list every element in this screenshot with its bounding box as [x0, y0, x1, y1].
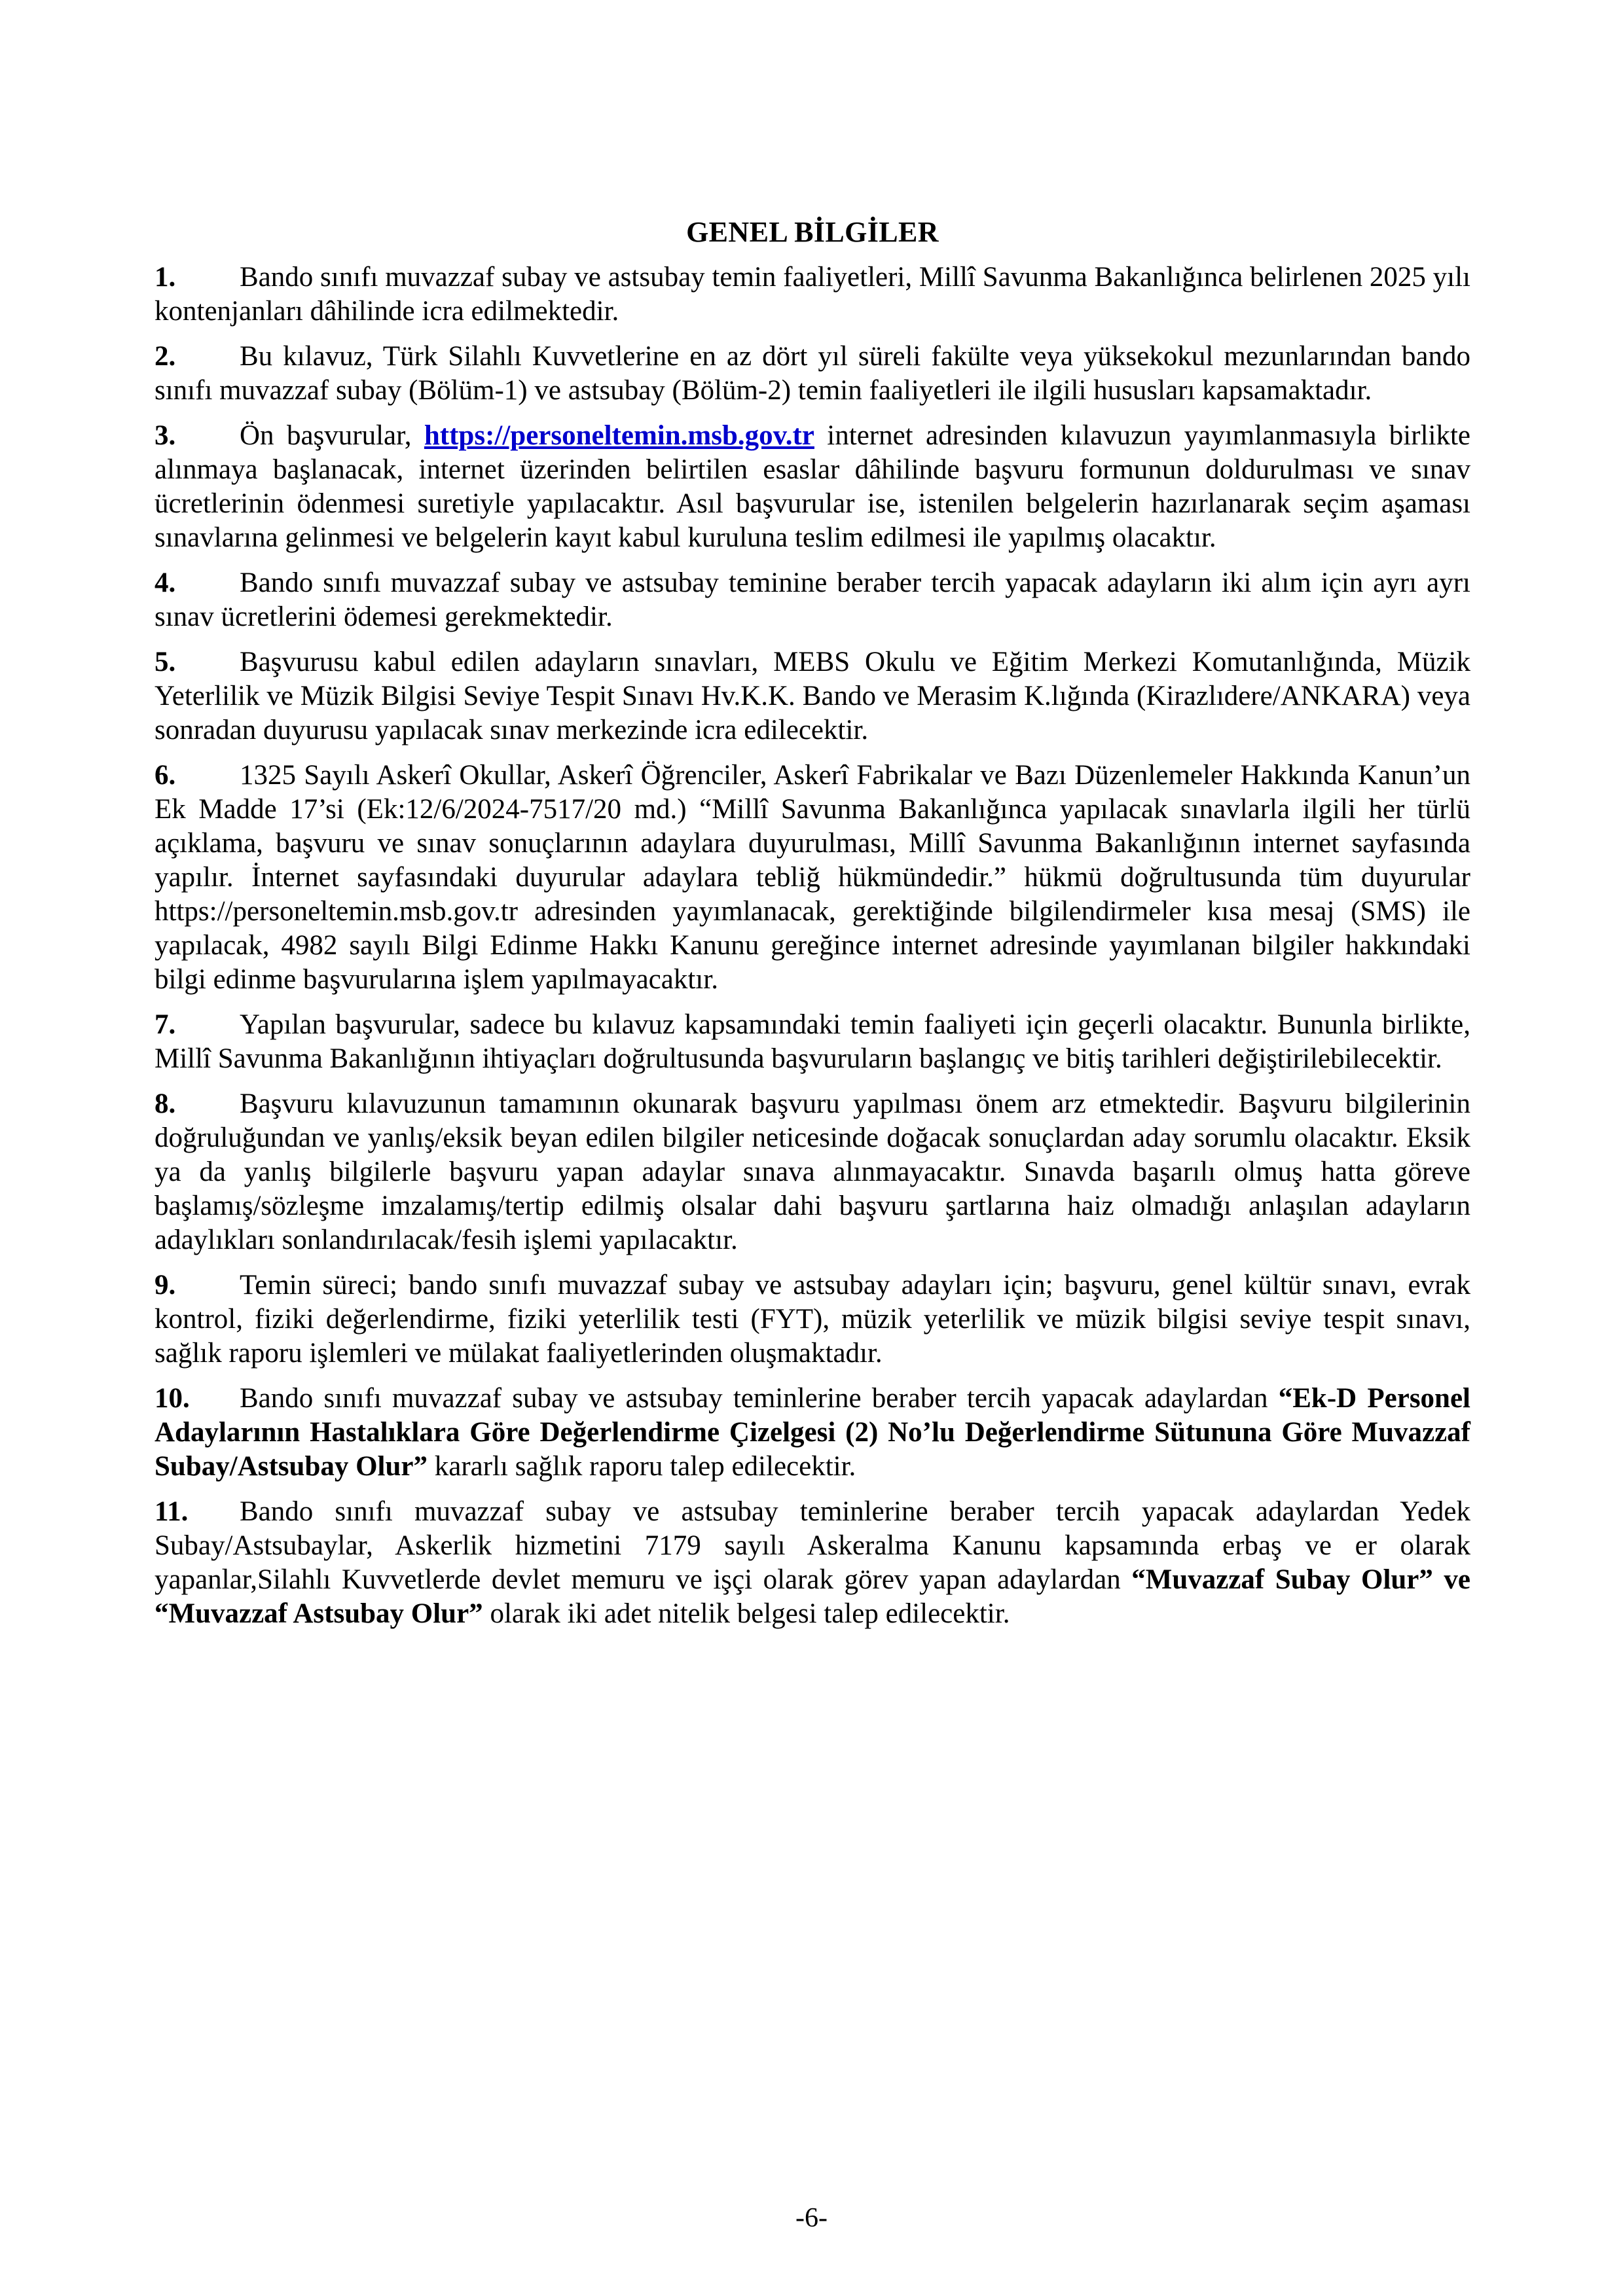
body-text: Bando sınıfı muvazzaf subay ve astsubay temin faaliyetleri, Millî Savunma Bakanlığınca belirlenen 2025 yılı kontenjanları dâhilinde icra edilmektedir.: [155, 262, 1470, 327]
paragraph-9: [155, 1268, 1470, 1371]
paragraph-list: [155, 260, 1470, 1631]
emphasis-text: “Muvazzaf Subay Olur” ve “Muvazzaf Astsubay Olur”: [155, 1564, 1470, 1630]
body-text: Bando sınıfı muvazzaf subay ve astsubay teminlerine beraber tercih yapacak adaylardan: [240, 1383, 1279, 1414]
body-text: Bando sınıfı muvazzaf subay ve astsubay teminine beraber tercih yapacak adayların iki alım için ayrı ayrı sınav ücretlerini ödemesi gerekmektedir.: [155, 567, 1470, 633]
paragraph-11: [155, 1495, 1470, 1631]
paragraph-7: [155, 1008, 1470, 1076]
body-text: Bu kılavuz, Türk Silahlı Kuvvetlerine en az dört yıl süreli fakülte veya yüksekokul mezunlarından bando sınıfı muvazzaf subay (Bölüm-1) ve astsubay (Bölüm-2) temin faaliyetleri ile ilgili hususları kapsamaktadır.: [155, 341, 1470, 406]
paragraph-number: 9.: [155, 1270, 176, 1301]
body-text: Başvurusu kabul edilen adayların sınavları, MEBS Okulu ve Eğitim Merkezi Komutanlığında, Müzik Yeterlilik ve Müzik Bilgisi Seviye Tespit Sınavı Hv.K.K. Bando ve Merasim K.lığında (Kirazlıdere/ANKARA) veya sonradan duyurusu yapılacak sınav merkezinde icra edilecektir.: [155, 647, 1470, 746]
paragraph-number: 6.: [155, 760, 176, 791]
body-text: Ön başvurular,: [240, 420, 424, 452]
paragraph-number: 7.: [155, 1009, 176, 1041]
paragraph-number: 3.: [155, 420, 176, 452]
paragraph-2: [155, 340, 1470, 408]
page-number-footer: -6-: [795, 2203, 828, 2233]
page-title: GENEL BİLGİLER: [686, 216, 939, 248]
body-text: 1325 Sayılı Askerî Okullar, Askerî Öğrenciler, Askerî Fabrikalar ve Bazı Düzenlemeler Hakkında Kanun’un Ek Madde 17’si (Ek:12/6/2024-7517/20 md.) “Millî Savunma Bakanlığınca yapılacak sınavlarla ilgili her türlü açıklama, başvuru ve sınav sonuçlarının adaylara duyurulması, Millî Savunma Bakanlığının internet sayfasında yapılır. İnternet sayfasındaki duyurular adaylara tebliğ hükmündedir.” hükmü doğrultusunda tüm duyurular https://personeltemin.msb.gov.tr adresinden yayımlanacak, gerektiğinde bilgilendirmeler kısa mesaj (SMS) ile yapılacak, 4982 sayılı Bilgi Edinme Hakkı Kanunu gereğince internet adresinde yayımlanan bilgiler hakkındaki bilgi edinme başvurularına işlem yapılmayacaktır.: [155, 760, 1470, 996]
body-text: kararlı sağlık raporu talep edilecektir.: [428, 1451, 856, 1482]
paragraph-number: 1.: [155, 262, 176, 293]
external-link[interactable]: https://personeltemin.msb.gov.tr: [424, 420, 814, 452]
body-text: Yapılan başvurular, sadece bu kılavuz kapsamındaki temin faaliyeti için geçerli olacaktır. Bununla birlikte, Millî Savunma Bakanlığının ihtiyaçları doğrultusunda başvuruların başlangıç ve bitiş tarihleri değiştirilebilecektir.: [155, 1009, 1470, 1075]
document-body: [155, 216, 1470, 1631]
paragraph-10: [155, 1382, 1470, 1484]
body-text: internet adresinden kılavuzun yayımlanmasıyla birlikte alınmaya başlanacak, internet üzerinden belirtilen esaslar dâhilinde başvuru formunun doldurulması ve sınav ücretlerinin ödenmesi suretiyle yapılacaktır. Asıl başvurular ise, istenilen belgelerin hazırlanarak seçim aşaması sınavlarına gelinmesi ve belgelerin kayıt kabul kuruluna teslim edilmesi ile yapılmış olacaktır.: [155, 420, 1470, 554]
paragraph-6: [155, 759, 1470, 997]
paragraph-1: [155, 260, 1470, 329]
paragraph-number: 10.: [155, 1383, 190, 1414]
body-text: Temin süreci; bando sınıfı muvazzaf subay ve astsubay adayları için; başvuru, genel kültür sınavı, evrak kontrol, fiziki değerlendirme, fiziki yeterlilik testi (FYT), müzik yeterlilik ve müzik bilgisi seviye tespit sınavı, sağlık raporu işlemleri ve mülakat faaliyetlerinden oluşmaktadır.: [155, 1270, 1470, 1369]
paragraph-number: 8.: [155, 1088, 176, 1120]
paragraph-number: 4.: [155, 567, 176, 599]
paragraph-number: 5.: [155, 647, 176, 678]
paragraph-4: [155, 566, 1470, 634]
paragraph-number: 11.: [155, 1496, 189, 1528]
paragraph-8: [155, 1087, 1470, 1257]
body-text: olarak iki adet nitelik belgesi talep edilecektir.: [483, 1598, 1010, 1630]
paragraph-3: [155, 419, 1470, 555]
emphasis-text: “Ek-D Personel Adaylarının Hastalıklara Göre Değerlendirme Çizelgesi (2) No’lu Değerlendirme Sütununa Göre Muvazzaf Subay/Astsubay Olur”: [155, 1383, 1470, 1482]
body-text: Bando sınıfı muvazzaf subay ve astsubay teminlerine beraber tercih yapacak adaylardan Yedek Subay/Astsubaylar, Askerlik hizmetini 7179 sayılı Askeralma Kanunu kapsamında erbaş ve er olarak yapanlar,Silahlı Kuvvetlerde devlet memuru ve işçi olarak görev yapan adaylardan: [155, 1496, 1470, 1596]
paragraph-5: [155, 645, 1470, 747]
paragraph-number: 2.: [155, 341, 176, 372]
body-text: Başvuru kılavuzunun tamamının okunarak başvuru yapılması önem arz etmektedir. Başvuru bilgilerinin doğruluğundan ve yanlış/eksik beyan edilen bilgiler neticesinde doğacak sonuçlardan aday sorumlu olacaktır. Eksik ya da yanlış bilgilerle başvuru yapan adaylar sınava alınmayacaktır. Sınavda başarılı olmuş hatta göreve başlamış/sözleşme imzalamış/tertip edilmiş olsalar dahi başvuru şartlarına haiz olmadığı anlaşılan adayların adaylıkları sonlandırılacak/fesih işlemi yapılacaktır.: [155, 1088, 1470, 1256]
